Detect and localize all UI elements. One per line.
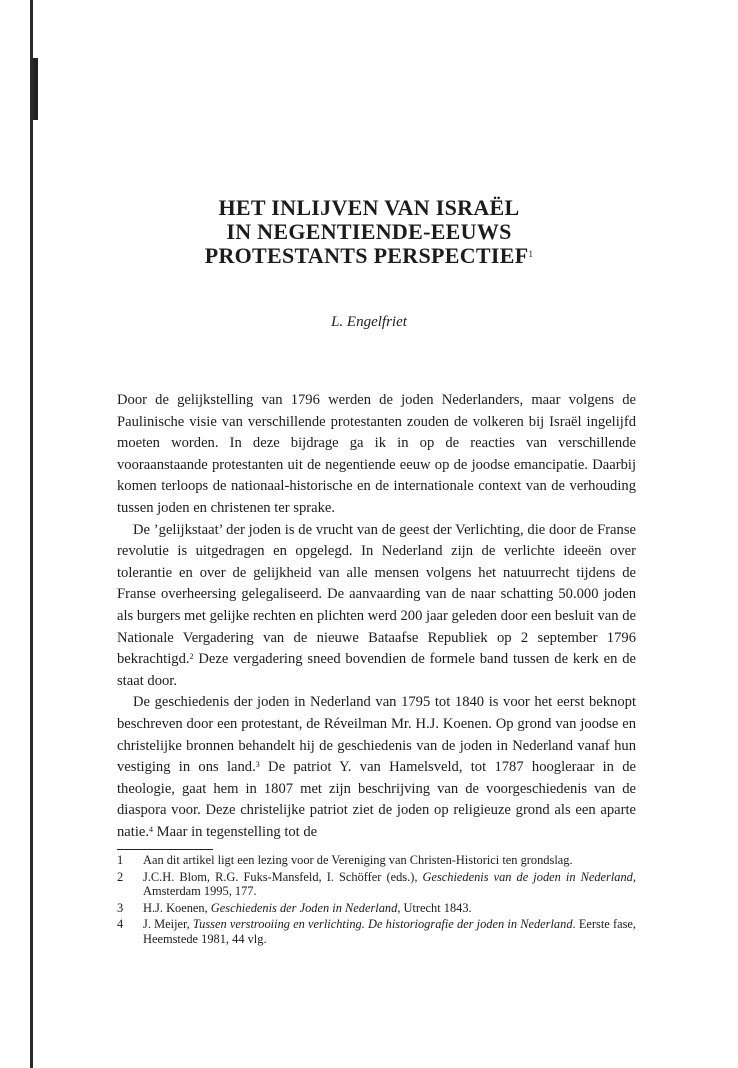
paragraph-3 (117, 692, 636, 843)
footnote-text (143, 901, 636, 916)
paragraph-3-text-b: De patriot Y. van Hamelsveld, tot 1787 hoogleraar in de theologie, gaat hem in 1807 met zijn beschrijving van de voorgeschiedenis van de diaspora voor. Deze christelijke patriot ziet de joden op religieuze grond als een aparte natie. (117, 759, 636, 840)
title-footnote-mark: 1 (528, 249, 534, 259)
footnote-number: 4 (117, 917, 124, 932)
footnotes (117, 853, 636, 949)
footnote-text: Aan dit artikel ligt een lezing voor de Vereniging van Christen-Historici ten grondslag. (143, 853, 573, 867)
scan-mark (33, 58, 38, 120)
author-name: L. Engelfriet (331, 314, 407, 330)
footnote-3-title: Geschiedenis der Joden in Nederland (210, 900, 398, 915)
footnote-1 (117, 853, 636, 868)
footnote-4-post: . Eerste fase, Heemstede 1981, 44 vlg. (143, 917, 637, 946)
footnote-4 (117, 917, 636, 946)
article-body (117, 390, 636, 843)
title-line-3 (0, 244, 738, 268)
footnote-4-pre: J. Meijer, (143, 917, 193, 932)
footnote-2-post: , Amsterdam 1995, 177. (143, 869, 636, 899)
footnote-ref-4[interactable]: 4 (149, 824, 154, 834)
title-line-1: HET INLIJVEN VAN ISRAËL (218, 195, 520, 220)
footnote-text (143, 917, 636, 946)
paragraph-2 (117, 520, 636, 693)
footnote-number: 1 (117, 853, 124, 867)
footnote-ref-2[interactable]: 2 (189, 652, 194, 662)
footnote-ref-3[interactable]: 3 (255, 760, 260, 770)
paragraph-3-text-a: De geschiedenis der joden in Nederland van 1795 tot 1840 is voor het eerst beknopt beschreven door een protestant, de Réveilman Mr. H.J. Koenen. Op grond van joodse en christelijke bronnen behandelt hij de geschiedenis van de joden in Nederland vanaf hun vestiging in ons land. (117, 694, 636, 776)
title-line-3-text: PROTESTANTS PERSPECTIEF (204, 243, 529, 268)
footnote-2-pre: J.C.H. Blom, R.G. Fuks-Mansfeld, I. Schöffer (eds.), (143, 869, 423, 884)
footnote-3 (117, 901, 636, 916)
footnote-3-post: , Utrecht 1843. (397, 900, 472, 915)
paragraph-3-text-c: Maar in tegenstelling tot de (153, 823, 318, 840)
paragraph-2-text-b: Deze vergadering sneed bovendien de formele band tussen de kerk en de staat door. (117, 651, 636, 689)
footnote-number: 2 (117, 869, 124, 884)
article-title (0, 196, 738, 268)
footnote-number: 3 (117, 900, 124, 915)
paragraph-2-text-a: De ’gelijkstaat’ der joden is de vrucht van de geest der Verlichting, die door de Franse revolutie is uitgedragen en opgelegd. In Nederland zijn de verlichte ideeën over tolerantie en over de gelijkheid van alle mensen volgens het natuurrecht tijdens de Franse overheersing gelegaliseerd. De aanvaarding van de naar schatting 50.000 joden als burgers met gelijke rechten en plichten werd 200 jaar geleden door een besluit van de Nationale Vergadering van de nieuwe Bataafse Republiek op 2 september 1796 bekrachtigd. (117, 521, 636, 668)
footnote-2 (117, 870, 636, 899)
title-line-2: IN NEGENTIENDE-EEUWS (226, 219, 512, 244)
footnote-4-title: Tussen verstrooiing en verlichting. De historiografie der joden in Nederland (192, 917, 573, 932)
footnote-3-pre: H.J. Koenen, (143, 900, 211, 915)
footnote-divider (117, 849, 213, 850)
footnote-text (143, 870, 636, 899)
scan-edge-line (30, 0, 33, 1068)
paragraph-1: Door de gelijkstelling van 1796 werden de joden Nederlanders, maar volgens de Paulinische visie van verschillende protestanten zouden de volkeren bij Israël ingelijfd moeten worden. In deze bijdrage ga ik in op de reacties van verschillende vooraanstaande protestanten uit de negentiende eeuw op de joodse emancipatie. Daarbij komen terloops de nationaal-historische en de internationale context van de verhouding tussen joden en christenen ter sprake. (117, 392, 636, 516)
footnote-2-title: Geschiedenis van de joden in Nederland (422, 869, 633, 884)
